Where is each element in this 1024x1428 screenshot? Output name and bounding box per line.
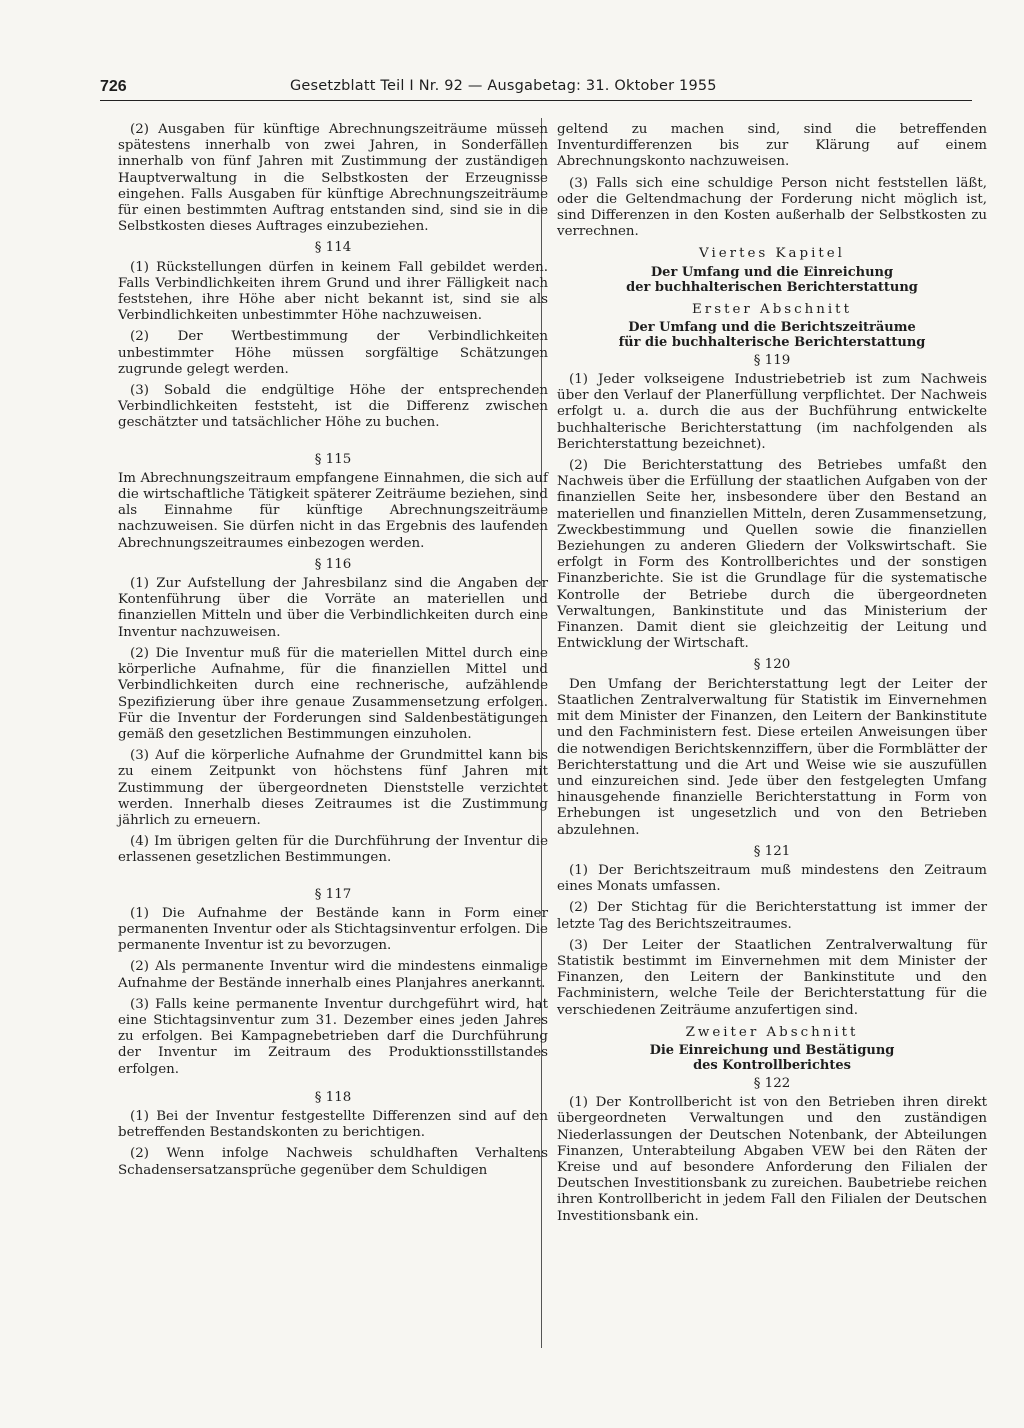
section-title: für die buchhalterische Berichterstattung (618, 335, 926, 351)
paragraph: (1) Bei der Inventur festgestellte Differenzen sind auf den betreffenden Bestandskonten zu berichtigen. (118, 1108, 548, 1141)
chapter-title: Der Umfang und die Einreichung (650, 264, 894, 280)
section-title: Der Umfang und die Berichtszeiträume (628, 319, 916, 335)
paragraph: (3) Falls keine permanente Inventur durchgeführt wird, hat eine Stichtagsinventur zum 31. Dezember eines jeden Jahres zu erfolgen. Bei Kampagnebetrieben darf die Durchführung der Inventur im Zeitraum des Produktionsstillstandes erfolgen. (118, 996, 548, 1077)
section-number: § 120 (753, 657, 791, 673)
section-title: des Kontrollberichtes (693, 1058, 851, 1074)
paragraph: (2) Die Inventur muß für die materiellen Mittel durch eine körperliche Aufnahme, für die finanziellen Mittel und Verbindlichkeiten durch eine rechnerische, aufzählende Spezifizierung über ihre genaue Zusammensetzung erfolgen. Für die Inventur der Forderungen sind Saldenbestätigungen gemäß den gesetzlichen Bestimmungen einzuholen. (118, 645, 548, 742)
paragraph: geltend zu machen sind, sind die betreffenden Inventurdifferenzen bis zur Klärung auf einem Abrechnungskonto nachzuweisen. (557, 122, 987, 170)
section-number: § 114 (314, 240, 352, 256)
paragraph: (2) Als permanente Inventur wird die mindestens einmalige Aufnahme der Bestände innerhalb eines Planjahres anerkannt. (118, 959, 548, 991)
header-title: Gesetzblatt Teil I Nr. 92 — Ausgabetag: 31. Oktober 1955 (290, 78, 717, 94)
paragraph: (3) Sobald die endgültige Höhe der entsprechenden Verbindlichkeiten feststeht, ist die Differenz zwischen geschätzter und tatsächlicher Höhe zu buchen. (118, 383, 548, 431)
section-number: § 115 (314, 451, 352, 467)
section-number: § 119 (753, 352, 791, 368)
page-number: 726 (100, 78, 127, 95)
paragraph: (2) Die Berichterstattung des Betriebes umfaßt den Nachweis über die Erfüllung der staatlichen Aufgaben von der finanziellen Seite her, insbesondere über den Bestand an materiellen und finanziellen Mitteln, deren Zusammensetzung, Zweckbestimmung und Quellen sowie die finanziellen Beziehungen zu anderen Gliedern der Volkswirtschaft. Sie erfolgt in Form des Kontrollberichtes und der sonstigen Finanzberichte. Sie ist die Grundlage für die systematische Kontrolle der Betriebe durch die übergeordneten Verwaltungen, Bankinstitute und das Ministerium der Finanzen. Damit dient sie gleichzeitig der Leitung und Entwicklung der Wirtschaft. (557, 458, 987, 652)
paragraph: (1) Der Kontrollbericht ist von den Betrieben ihren direkt übergeordneten Verwaltungen und den zuständigen Niederlassungen der Deutschen Notenbank, der Abteilungen Finanzen, Unterabteilung Abgaben VEW bei den Räten der Kreise und auf besondere Anforderung den Filialen der Deutschen Investitionsbank zu zureichen. Baubetriebe reichen ihren Kontrollbericht in jedem Fall den Filialen der Deutschen Investitionsbank ein. (557, 1095, 987, 1224)
paragraph: (3) Auf die körperliche Aufnahme der Grundmittel kann bis zu einem Zeitpunkt von höchstens fünf Jahren mit Zustimmung der übergeordneten Dienststelle verzichtet werden. Innerhalb dieses Zeitraumes ist die Zustimmung jährlich zu erneuern. (118, 748, 548, 828)
paragraph: (3) Falls sich eine schuldige Person nicht feststellen läßt, oder die Geltendmachung der Forderung nicht möglich ist, sind Differenzen in den Kosten außerhalb der Selbstkosten zu verrechnen. (557, 175, 987, 240)
paragraph: (2) Ausgaben für künftige Abrechnungszeiträume müssen spätestens innerhalb von zwei Jahren, in Sonderfällen innerhalb von fünf Jahren mit Zustimmung der zuständigen Hauptverwaltung in die Selbstkosten der Erzeugnisse eingehen. Falls Ausgaben für künftige Abrechnungszeiträume für einen bestimmten Auftrag entstanden sind, sind sie in die Selbstkosten dieses Auftrages einzubeziehen. (118, 122, 548, 235)
paragraph: (1) Zur Aufstellung der Jahresbilanz sind die Angaben der Kontenführung über die Vorräte an materiellen und finanziellen Mitteln und über die Verbindlichkeiten durch eine Inventur nachzuweisen. (118, 576, 548, 640)
paragraph: (1) Die Aufnahme der Bestände kann in Form einer permanenten Inventur oder als Stichtagsinventur erfolgen. Die permanente Inventur ist zu bevorzugen. (118, 905, 548, 954)
paragraph: (2) Der Stichtag für die Berichterstattung ist immer der letzte Tag des Berichtszeitraumes. (557, 900, 987, 932)
paragraph: Im Abrechnungszeitraum empfangene Einnahmen, die sich auf die wirtschaftliche Tätigkeit späterer Zeiträume beziehen, sind als Einnahme für künftige Abrechnungszeiträume nachzuweisen. Sie dürfen nicht in das Ergebnis des laufenden Abrechnungszeitraumes einbezogen werden. (118, 470, 548, 551)
paragraph: (1) Jeder volkseigene Industriebetrieb ist zum Nachweis über den Verlauf der Planerfüllung verpflichtet. Der Nachweis erfolgt u. a. durch die aus der Buchführung entwickelte buchhalterische Berichterstattung (im nachfolgenden als Berichterstattung bezeichnet). (557, 372, 987, 452)
paragraph: (2) Der Wertbestimmung der Verbindlichkeiten unbestimmter Höhe müssen sorgfältige Schätzungen zugrunde gelegt werden. (118, 329, 548, 377)
paragraph: Den Umfang der Berichterstattung legt der Leiter der Staatlichen Zentralverwaltung für Statistik im Einvernehmen mit dem Minister der Finanzen, den Leitern der Bankinstitute und den Fachministern fest. Diese erteilen Anweisungen über die notwendigen Berichtskennziffern, über die Formblätter der Berichterstattung und die Art und Weise wie sie auszufüllen und einzureichen sind. Jede über den festgelegten Umfang hinausgehende finanzielle Berichterstattung in Form von Erhebungen ist ungesetzlich und von den Betrieben abzulehnen. (557, 676, 987, 838)
section-label: Erster Abschnitt (692, 301, 852, 317)
page-header (100, 78, 972, 101)
chapter-label: Viertes Kapitel (699, 246, 845, 262)
left-column (118, 122, 548, 1184)
section-number: § 116 (314, 556, 352, 572)
paragraph: (1) Rückstellungen dürfen in keinem Fall gebildet werden. Falls Verbindlichkeiten ihrem Grund und ihrer Fälligkeit nach feststehen, ihre Höhe aber nicht bekannt ist, sind sie als Verbindlichkeiten unbestimmter Höhe nachzuweisen. (118, 259, 548, 324)
right-column (557, 122, 987, 1230)
section-title: Die Einreichung und Bestätigung (649, 1042, 895, 1058)
paragraph: (3) Der Leiter der Staatlichen Zentralverwaltung für Statistik bestimmt im Einvernehmen mit dem Minister der Finanzen, den Leitern der Bankinstitute und den Fachministern, welche Teile der Berichterstattung für die verschiedenen Zeiträume anzufertigen sind. (557, 937, 987, 1018)
paragraph: (4) Im übrigen gelten für die Durchführung der Inventur die erlassenen gesetzlichen Bestimmungen. (118, 834, 548, 866)
section-number: § 121 (753, 843, 791, 859)
section-number: § 122 (753, 1075, 791, 1091)
paragraph: (2) Wenn infolge Nachweis schuldhaften Verhaltens Schadensersatzansprüche gegenüber dem Schuldigen (118, 1146, 548, 1178)
section-number: § 118 (314, 1089, 352, 1105)
section-label: Zweiter Abschnitt (685, 1024, 859, 1040)
paragraph: (1) Der Berichtszeitraum muß mindestens den Zeitraum eines Monats umfassen. (557, 862, 987, 895)
section-number: § 117 (314, 886, 352, 902)
chapter-title: der buchhalterischen Berichterstattung (626, 280, 918, 296)
